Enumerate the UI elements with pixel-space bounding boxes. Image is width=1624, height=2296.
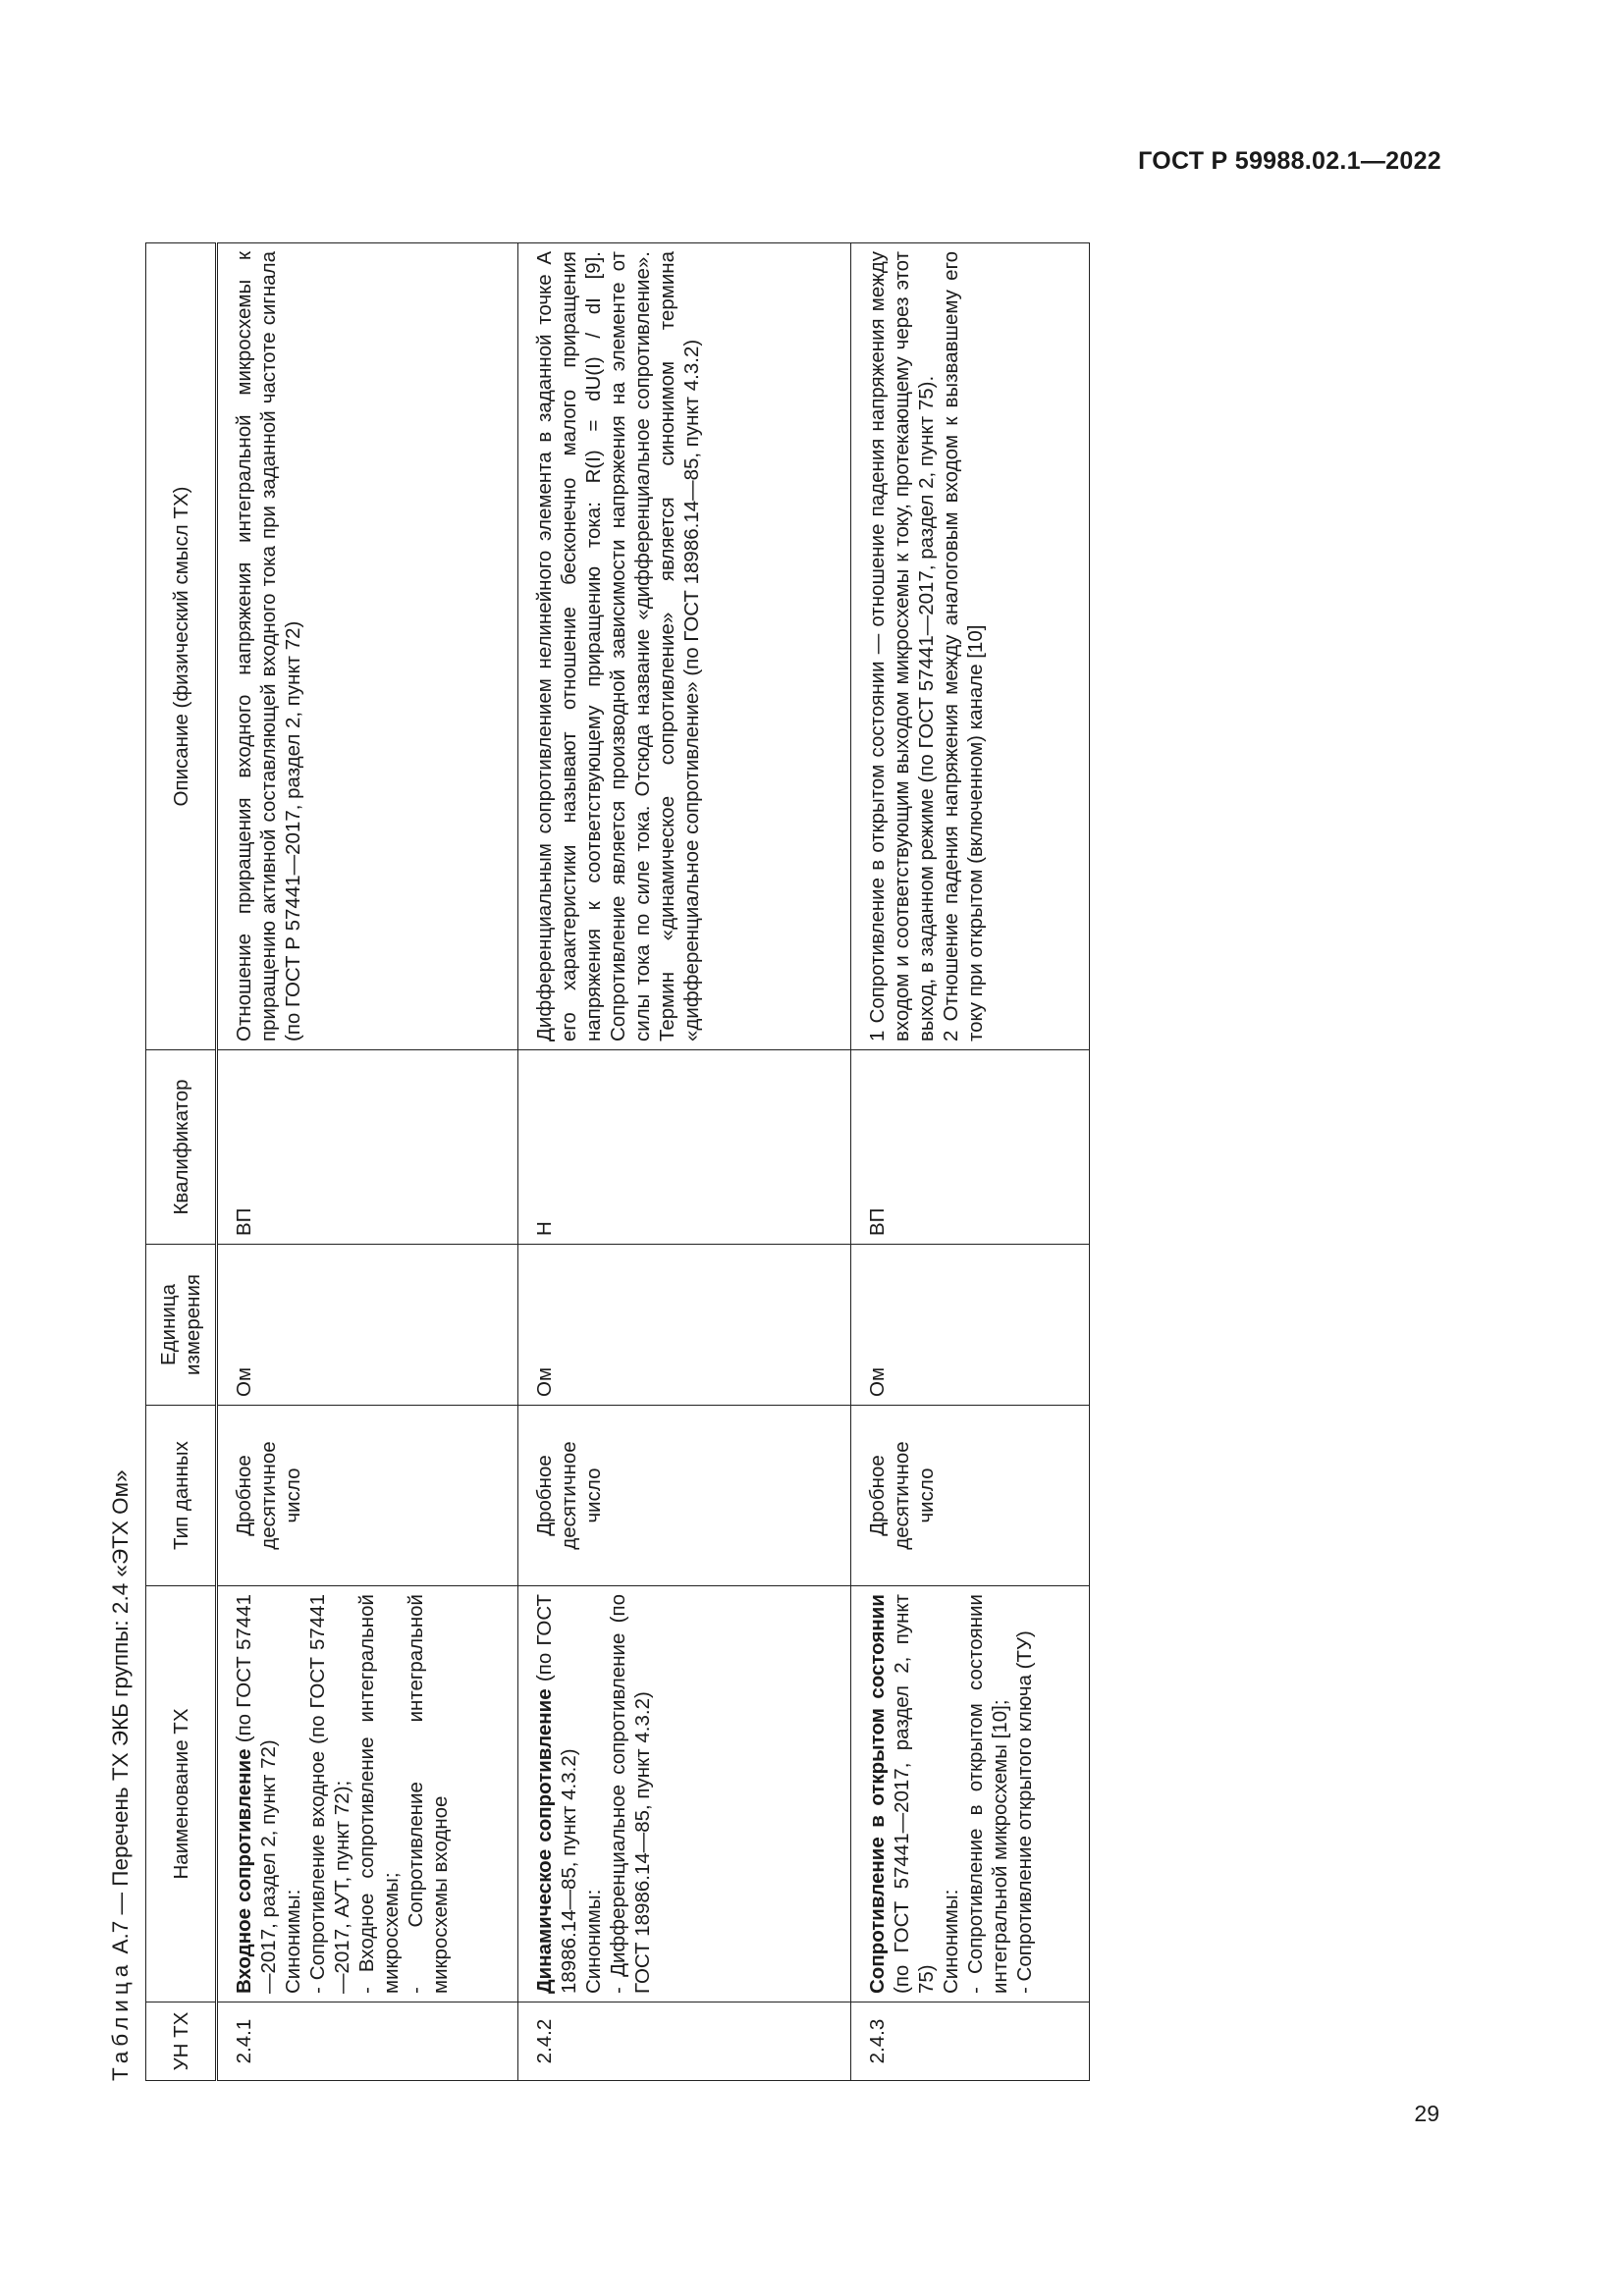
characteristics-table [145,242,1090,2081]
characteristic-name: Динамическое сопротивление [533,1688,556,1994]
cell-type: Дробное десятичное число [518,1406,851,1586]
synonym-item: - Сопротивление в открытом состоянии интегральной микросхемы [10]; [964,1594,1011,1994]
synonyms-label: Синонимы: [282,1889,304,1994]
document-id: ГОСТ Р 59988.02.1—2022 [1138,147,1441,175]
cell-unit: Ом [518,1245,851,1406]
page-number: 29 [1414,2101,1439,2126]
cell-un: 2.4.3 [851,2002,1090,2081]
synonym-item: - Сопротивление входное (по ГОСТ 57441—2017, АУТ, пункт 72); [306,1594,353,1994]
table-caption [108,236,134,2081]
cell-type: Дробное десятичное число [217,1406,518,1586]
table-caption-word: Таблица [108,1959,133,2081]
synonym-item: - Дифференциальное сопротивление (по ГОСТ 18986.14—85, пункт 4.3.2) [607,1594,654,1994]
description-item: 1 Сопротивление в открытом состоянии — отношение падения напряжения между входом и соответствующим выходом микросхемы к току, протекающему через этот выход, в заданном режиме (по ГОСТ 57441—2017, раздел 2, пункт 75). [866,251,938,1041]
cell-name [518,1586,851,2002]
cell-name [851,1586,1090,2002]
characteristic-source: (по ГОСТ 57441—2017, раздел 2, пункт 75) [891,1594,938,1994]
cell-unit: Ом [851,1245,1090,1406]
cell-name [217,1586,518,2002]
cell-un: 2.4.2 [518,2002,851,2081]
cell-description: Отношение приращения входного напряжения интегральной микросхемы к приращению активной составляющей входного тока при заданной частоте сигнала (по ГОСТ Р 57441—2017, раздел 2, пункт 72) [217,243,518,1050]
table-row [518,243,851,2081]
col-header-unit: Единица измерения [146,1245,217,1406]
characteristic-source: (по ГОСТ 57441—2017, раздел 2, пункт 72) [233,1594,280,1994]
synonym-item: - Сопротивление открытого ключа (ТУ) [1013,1630,1036,1994]
col-header-description: Описание (физический смысл ТХ) [146,243,217,1050]
cell-qualifier: ВП [217,1050,518,1245]
synonym-item: - Сопротивление интегральной микросхемы входное [405,1594,452,1994]
cell-type: Дробное десятичное число [851,1406,1090,1586]
col-header-type: Тип данных [146,1406,217,1586]
table-row [851,243,1090,2081]
characteristic-name: Входное сопротивление [233,1748,255,1994]
synonyms-label: Синонимы: [582,1889,605,1994]
synonym-item: - Входное сопротивление интегральной микросхемы; [355,1594,403,1994]
table-header-row [146,243,217,2081]
description-item: 2 Отношение падения напряжения между аналоговым входом к вызвавшему его току при открытом (включенном) канале [10] [940,251,987,1041]
cell-description: Дифференциальным сопротивлением нелинейного элемента в заданной точке А его характеристики называют отношение бесконечно малого приращения напряжения к соответствующему приращению тока: R(I) = dU(I) / dI [9]. Сопротивление является производной зависимости напряжения на элементе от силы тока по силе тока. Отсюда название «дифференциальное сопротивление». Термин «динамическое сопротивление» является синонимом термина «дифференциальное сопротивление» (по ГОСТ 18986.14—85, пункт 4.3.2) [518,243,851,1050]
cell-un: 2.4.1 [217,2002,518,2081]
synonyms-label: Синонимы: [940,1889,962,1994]
cell-description [851,243,1090,1050]
table-row [217,243,518,2081]
cell-qualifier: ВП [851,1050,1090,1245]
characteristic-source: (по ГОСТ 18986.14—85, пункт 4.3.2) [533,1593,580,1994]
col-header-name: Наименование ТХ [146,1586,217,2002]
characteristic-name: Сопротивление в открытом состоянии [866,1594,889,1994]
col-header-un: УН ТХ [146,2002,217,2081]
rotated-table-block [108,236,1060,2081]
col-header-qualifier: Квалификатор [146,1050,217,1245]
cell-unit: Ом [217,1245,518,1406]
table-caption-text: А.7 — Перечень ТХ ЭКБ группы: 2.4 «ЭТХ Ом» [108,1469,133,1954]
cell-qualifier: Н [518,1050,851,1245]
